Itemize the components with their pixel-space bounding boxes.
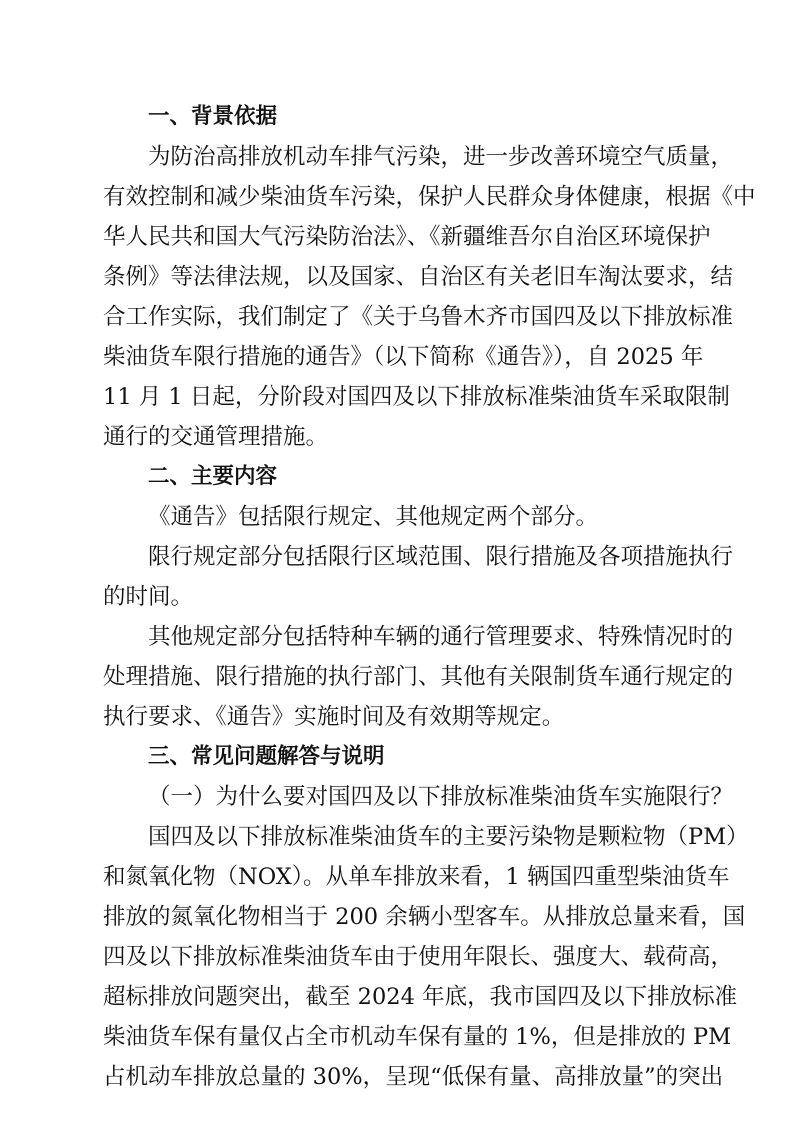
paragraph-line: 其他规定部分包括特种车辆的通行管理要求、特殊情况时的: [148, 624, 734, 650]
paragraph-line: 四及以下排放标准柴油货车由于使用年限长、强度大、载荷高，: [103, 944, 734, 970]
paragraph-line: 条例》等法律法规，以及国家、自治区有关老旧车淘汰要求，结: [103, 264, 734, 290]
paragraph-line: 柴油货车限行措施的通告》（以下简称《通告》），自 2025 年: [103, 344, 704, 370]
paragraph-line: 有效控制和减少柴油货车污染，保护人民群众身体健康，根据《中: [103, 184, 756, 210]
section-heading-main-content: 二、主要内容: [148, 464, 278, 489]
paragraph-line: 柴油货车保有量仅占全市机动车保有量的 1%，但是排放的 PM: [103, 1024, 732, 1050]
paragraph-line: 超标排放问题突出，截至 2024 年底，我市国四及以下排放标准: [103, 984, 738, 1010]
paragraph-line: 合工作实际，我们制定了《关于乌鲁木齐市国四及以下排放标准: [103, 304, 734, 330]
section-heading-faq: 三、常见问题解答与说明: [148, 744, 385, 769]
paragraph-line: 为防治高排放机动车排气污染，进一步改善环境空气质量，: [148, 144, 734, 170]
paragraph-line: 《通告》包括限行规定、其他规定两个部分。: [148, 504, 599, 530]
paragraph-line: 国四及以下排放标准柴油货车的主要污染物是颗粒物（PM）: [148, 824, 749, 850]
paragraph-line: 排放的氮氧化物相当于 200 余辆小型客车。从排放总量来看，国: [103, 904, 746, 930]
paragraph-line: 占机动车排放总量的 30%，呈现“低保有量、高排放量”的突出: [103, 1064, 724, 1090]
question-heading: （一）为什么要对国四及以下排放标准柴油货车实施限行？: [148, 784, 734, 810]
paragraph-line: 和氮氧化物（NOX）。从单车排放来看，1 辆国四重型柴油货车: [103, 864, 730, 890]
paragraph-line: 的时间。: [103, 584, 194, 610]
paragraph-line: 通行的交通管理措施。: [103, 424, 329, 450]
paragraph-line: 11 月 1 日起，分阶段对国四及以下排放标准柴油货车采取限制: [103, 384, 730, 410]
paragraph-line: 处理措施、限行措施的执行部门、其他有关限制货车通行规定的: [103, 664, 734, 690]
section-heading-background: 一、背景依据: [148, 104, 278, 129]
paragraph-line: 执行要求、《通告》实施时间及有效期等规定。: [103, 704, 565, 730]
paragraph-line: 华人民共和国大气污染防治法》、《新疆维吾尔自治区环境保护: [103, 224, 711, 250]
paragraph-line: 限行规定部分包括限行区域范围、限行措施及各项措施执行: [148, 544, 734, 570]
